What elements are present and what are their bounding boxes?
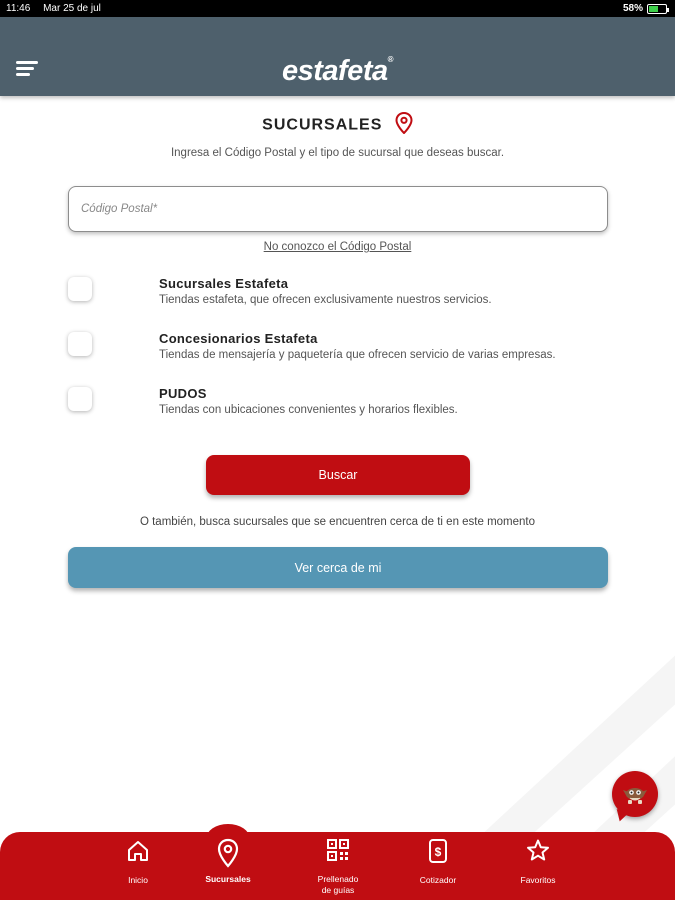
logo-registered-mark: ®: [387, 55, 394, 64]
calculator-icon: [426, 838, 450, 864]
option-pudos: [68, 385, 608, 425]
nav-label: Sucursales: [205, 874, 251, 884]
qr-code-icon: [326, 838, 350, 864]
checkbox-concesionarios-estafeta[interactable]: [68, 332, 92, 356]
nav-label: Favoritos: [520, 875, 556, 885]
battery-fill: [649, 6, 658, 12]
location-pin-icon: [216, 838, 240, 868]
checkbox-pudos[interactable]: [68, 387, 92, 411]
option-description: Tiendas con ubicaciones convenientes y horarios flexibles.: [159, 404, 458, 416]
svg-text:$: $: [434, 845, 442, 859]
nav-item-sucursales[interactable]: [193, 838, 263, 885]
location-pin-icon: [395, 112, 413, 139]
status-date: Mar 25 de jul: [43, 3, 101, 14]
option-sucursales-estafeta: [68, 275, 608, 315]
option-title: Sucursales Estafeta: [159, 276, 289, 291]
postal-code-input[interactable]: [68, 186, 608, 232]
nav-item-inicio[interactable]: [103, 838, 173, 886]
page-subtitle: Ingresa el Código Postal y el tipo de sucursal que deseas buscar.: [170, 147, 505, 159]
status-time: 11:46: [6, 3, 31, 14]
status-bar: [0, 0, 675, 17]
app-header: [0, 17, 675, 96]
page-title: SUCURSALES: [262, 116, 383, 134]
chat-assistant-button[interactable]: [612, 771, 658, 817]
battery-icon: [647, 4, 667, 14]
logo-text: estafeta: [281, 55, 388, 87]
option-concesionarios-estafeta: [68, 330, 608, 370]
see-nearby-button[interactable]: Ver cerca de mi: [68, 547, 608, 588]
unknown-postal-code-link[interactable]: No conozco el Código Postal: [263, 241, 412, 253]
option-title: PUDOS: [159, 386, 207, 401]
star-icon: [526, 838, 550, 864]
option-title: Concesionarios Estafeta: [159, 331, 318, 346]
home-icon: [126, 838, 150, 864]
mascot-icon: [612, 771, 658, 817]
nav-label: Prellenado de guías: [317, 874, 359, 895]
search-button[interactable]: Buscar: [206, 455, 470, 495]
nav-label: Cotizador: [419, 875, 457, 885]
page-title-row: [0, 112, 675, 139]
nav-item-cotizador[interactable]: [403, 838, 473, 886]
checkbox-sucursales-estafeta[interactable]: [68, 277, 92, 301]
option-description: Tiendas de mensajería y paquetería que ofrecen servicio de varias empresas.: [159, 349, 556, 361]
nearby-hint-text: O también, busca sucursales que se encuentren cerca de ti en este momento: [139, 516, 536, 528]
nav-item-prellenado[interactable]: [303, 838, 373, 896]
nav-item-favoritos[interactable]: [503, 838, 573, 886]
battery-percent: 58%: [622, 3, 643, 14]
nav-label: Inicio: [128, 875, 148, 885]
estafeta-logo: [0, 55, 675, 88]
option-description: Tiendas estafeta, que ofrecen exclusivamente nuestros servicios.: [159, 294, 492, 306]
